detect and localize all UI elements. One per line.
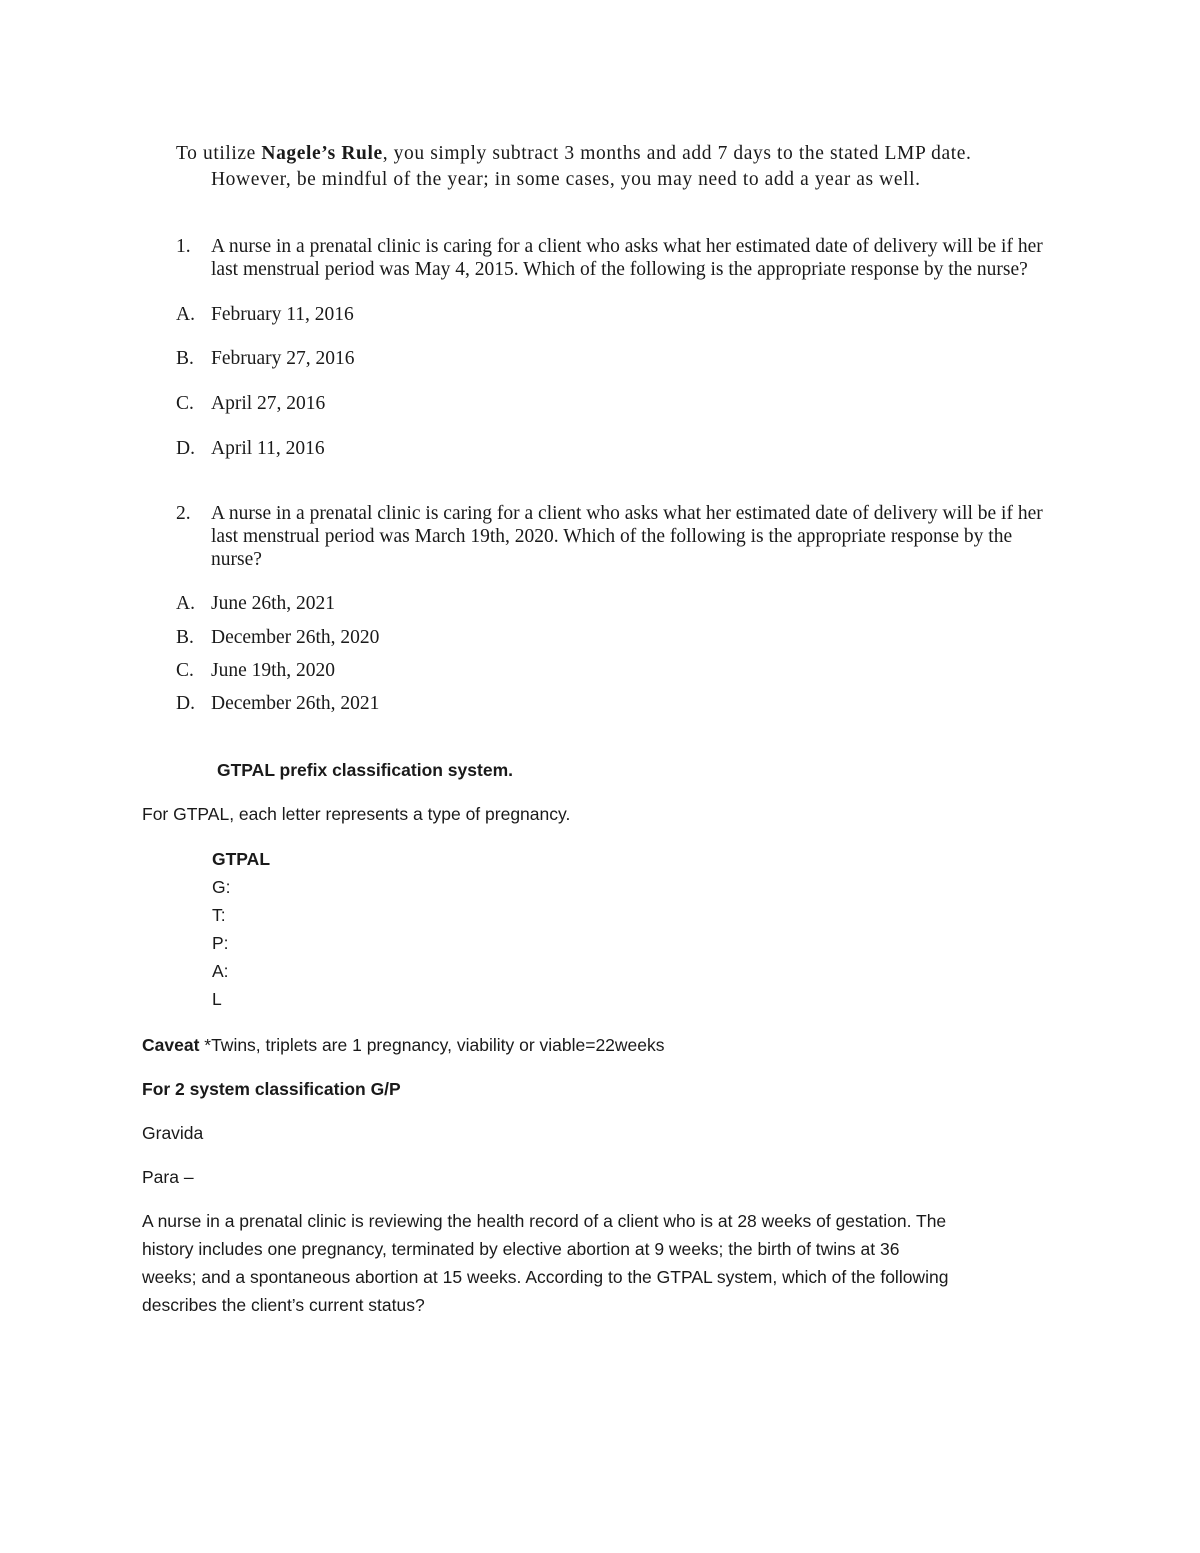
option-letter: C. <box>176 660 194 681</box>
question-1-line-1: A nurse in a prenatal clinic is caring for a client who asks what her estimated date of delivery will be if her <box>211 236 1043 257</box>
nageles-rule-term: Nagele’s Rule <box>261 143 383 164</box>
option-text: December 26th, 2020 <box>211 627 380 648</box>
gravida-label: Gravida <box>142 1123 204 1143</box>
option-letter: B. <box>176 627 194 648</box>
question-2-line-1: A nurse in a prenatal clinic is caring for a client who asks what her estimated date of delivery will be if her <box>211 503 1043 524</box>
gtpal-item-a: A: <box>212 961 229 981</box>
question-3-line-3: weeks; and a spontaneous abortion at 15 weeks. According to the GTPAL system, which of the following <box>142 1267 949 1287</box>
option-text: June 26th, 2021 <box>211 593 336 614</box>
caveat-label: Caveat <box>142 1035 200 1055</box>
two-system-heading: For 2 system classification G/P <box>142 1079 401 1099</box>
gtpal-heading: GTPAL prefix classification system. <box>217 760 513 780</box>
question-2-number: 2. <box>176 503 191 524</box>
gtpal-description: For GTPAL, each letter represents a type of pregnancy. <box>142 804 571 824</box>
intro-line-2: However, be mindful of the year; in some cases, you may need to add a year as well. <box>211 169 921 190</box>
option-letter: A. <box>176 304 195 325</box>
question-3-line-1: A nurse in a prenatal clinic is reviewing the health record of a client who is at 28 weeks of gestation. The <box>142 1211 947 1231</box>
intro-line-1 <box>176 143 972 165</box>
option-letter: D. <box>176 438 195 459</box>
gtpal-item-l: L <box>212 989 222 1009</box>
question-2-line-3: nurse? <box>211 549 262 570</box>
option-letter: A. <box>176 593 195 614</box>
question-2-line-2: last menstrual period was March 19th, 2020. Which of the following is the appropriate response by the <box>211 526 1013 547</box>
option-letter: B. <box>176 348 194 369</box>
gtpal-item-g: G: <box>212 877 231 897</box>
option-text: April 11, 2016 <box>211 438 325 459</box>
gtpal-item-t: T: <box>212 905 226 925</box>
gtpal-item-p: P: <box>212 933 229 953</box>
option-text: April 27, 2016 <box>211 393 326 414</box>
gtpal-list-title: GTPAL <box>212 849 271 869</box>
para-label: Para – <box>142 1167 194 1187</box>
caveat-line <box>142 1035 665 1056</box>
question-1-number: 1. <box>176 236 191 257</box>
intro-suffix: , you simply subtract 3 months and add 7 days to the stated LMP date. <box>382 143 972 164</box>
option-letter: C. <box>176 393 194 414</box>
question-1-line-2: last menstrual period was May 4, 2015. Which of the following is the appropriate response by the nurse? <box>211 259 1028 280</box>
option-text: February 27, 2016 <box>211 348 355 369</box>
option-text: February 11, 2016 <box>211 304 354 325</box>
intro-prefix: To utilize <box>176 143 262 164</box>
option-letter: D. <box>176 693 195 714</box>
question-3-line-4: describes the client’s current status? <box>142 1295 425 1315</box>
option-text: June 19th, 2020 <box>211 660 336 681</box>
caveat-text: *Twins, triplets are 1 pregnancy, viability or viable=22weeks <box>199 1035 665 1055</box>
question-3-line-2: history includes one pregnancy, terminated by elective abortion at 9 weeks; the birth of twins at 36 <box>142 1239 900 1259</box>
option-text: December 26th, 2021 <box>211 693 380 714</box>
